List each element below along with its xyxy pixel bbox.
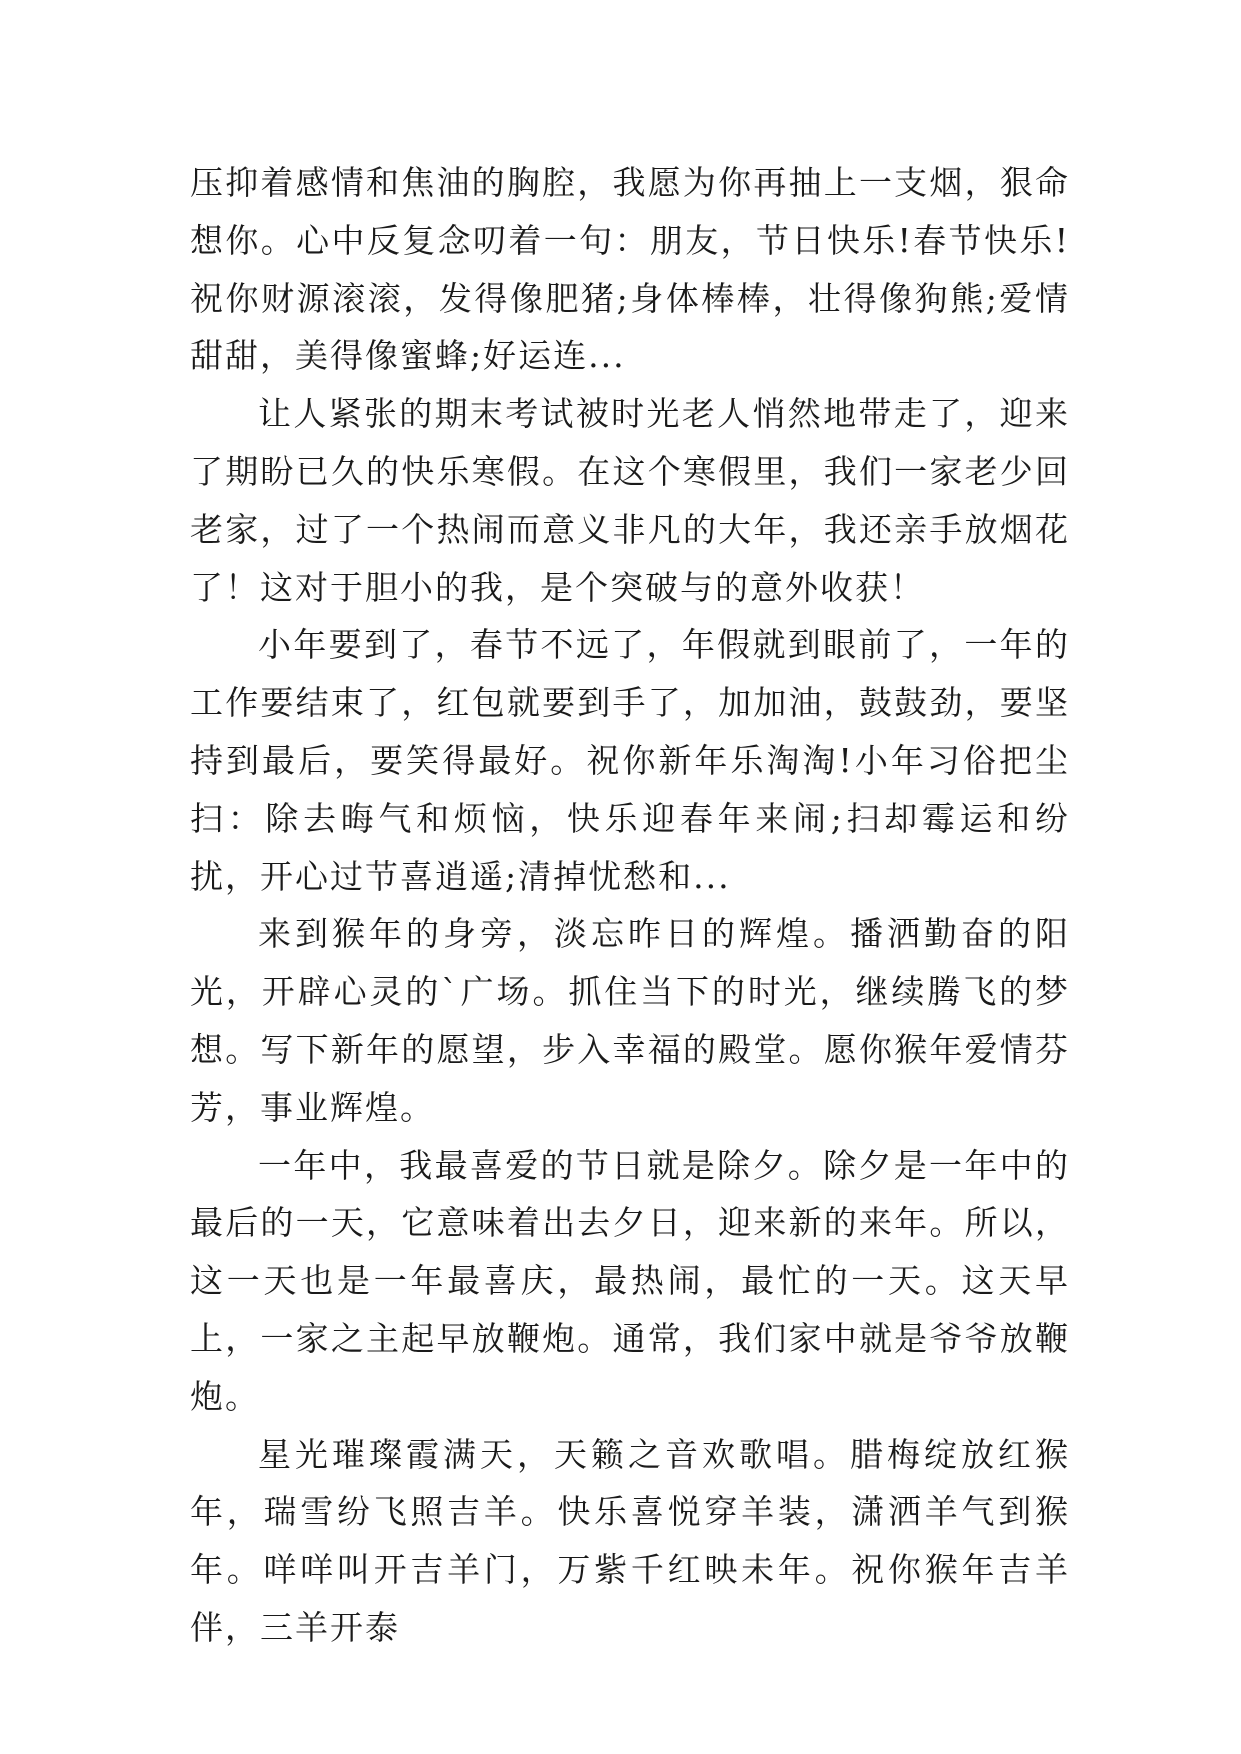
document-body bbox=[190, 154, 1070, 1657]
paragraph: 一年中，我最喜爱的节日就是除夕。除夕是一年中的最后的一天，它意味着出去夕日，迎来新的来年。所以，这一天也是一年最喜庆，最热闹，最忙的一天。这天早上，一家之主起早放鞭炮。通常，我们家中就是爷爷放鞭炮。 bbox=[190, 1145, 1070, 1416]
paragraph: 压抑着感情和焦油的胸腔，我愿为你再抽上一支烟，狠命想你。心中反复念叨着一句：朋友，节日快乐!春节快乐!祝你财源滚滚，发得像肥猪;身体棒棒，壮得像狗熊;爱情甜甜，美得像蜜蜂;好运连... bbox=[190, 163, 1070, 376]
paragraph: 小年要到了，春节不远了，年假就到眼前了，一年的工作要结束了，红包就要到手了，加加油，鼓鼓劲，要坚持到最后，要笑得最好。祝你新年乐淘淘!小年习俗把尘扫：除去晦气和烦恼，快乐迎春年来闹;扫却霉运和纷扰，开心过节喜逍遥;清掉忧愁和... bbox=[190, 625, 1070, 896]
paragraph: 星光璀璨霞满天，天籁之音欢歌唱。腊梅绽放红猴年，瑞雪纷飞照吉羊。快乐喜悦穿羊装，潇洒羊气到猴年。咩咩叫开吉羊门，万紫千红映未年。祝你猴年吉羊伴，三羊开泰 bbox=[190, 1434, 1070, 1647]
paragraph: 来到猴年的身旁，淡忘昨日的辉煌。播洒勤奋的阳光，开辟心灵的`广场。抓住当下的时光，继续腾飞的梦想。写下新年的愿望，步入幸福的殿堂。愿你猴年爱情芬芳，事业辉煌。 bbox=[190, 914, 1070, 1127]
paragraph: 让人紧张的期末考试被时光老人悄然地带走了，迎来了期盼已久的快乐寒假。在这个寒假里，我们一家老少回老家，过了一个热闹而意义非凡的大年，我还亲手放烟花了！这对于胆小的我，是个突破与的意外收获！ bbox=[190, 394, 1070, 607]
